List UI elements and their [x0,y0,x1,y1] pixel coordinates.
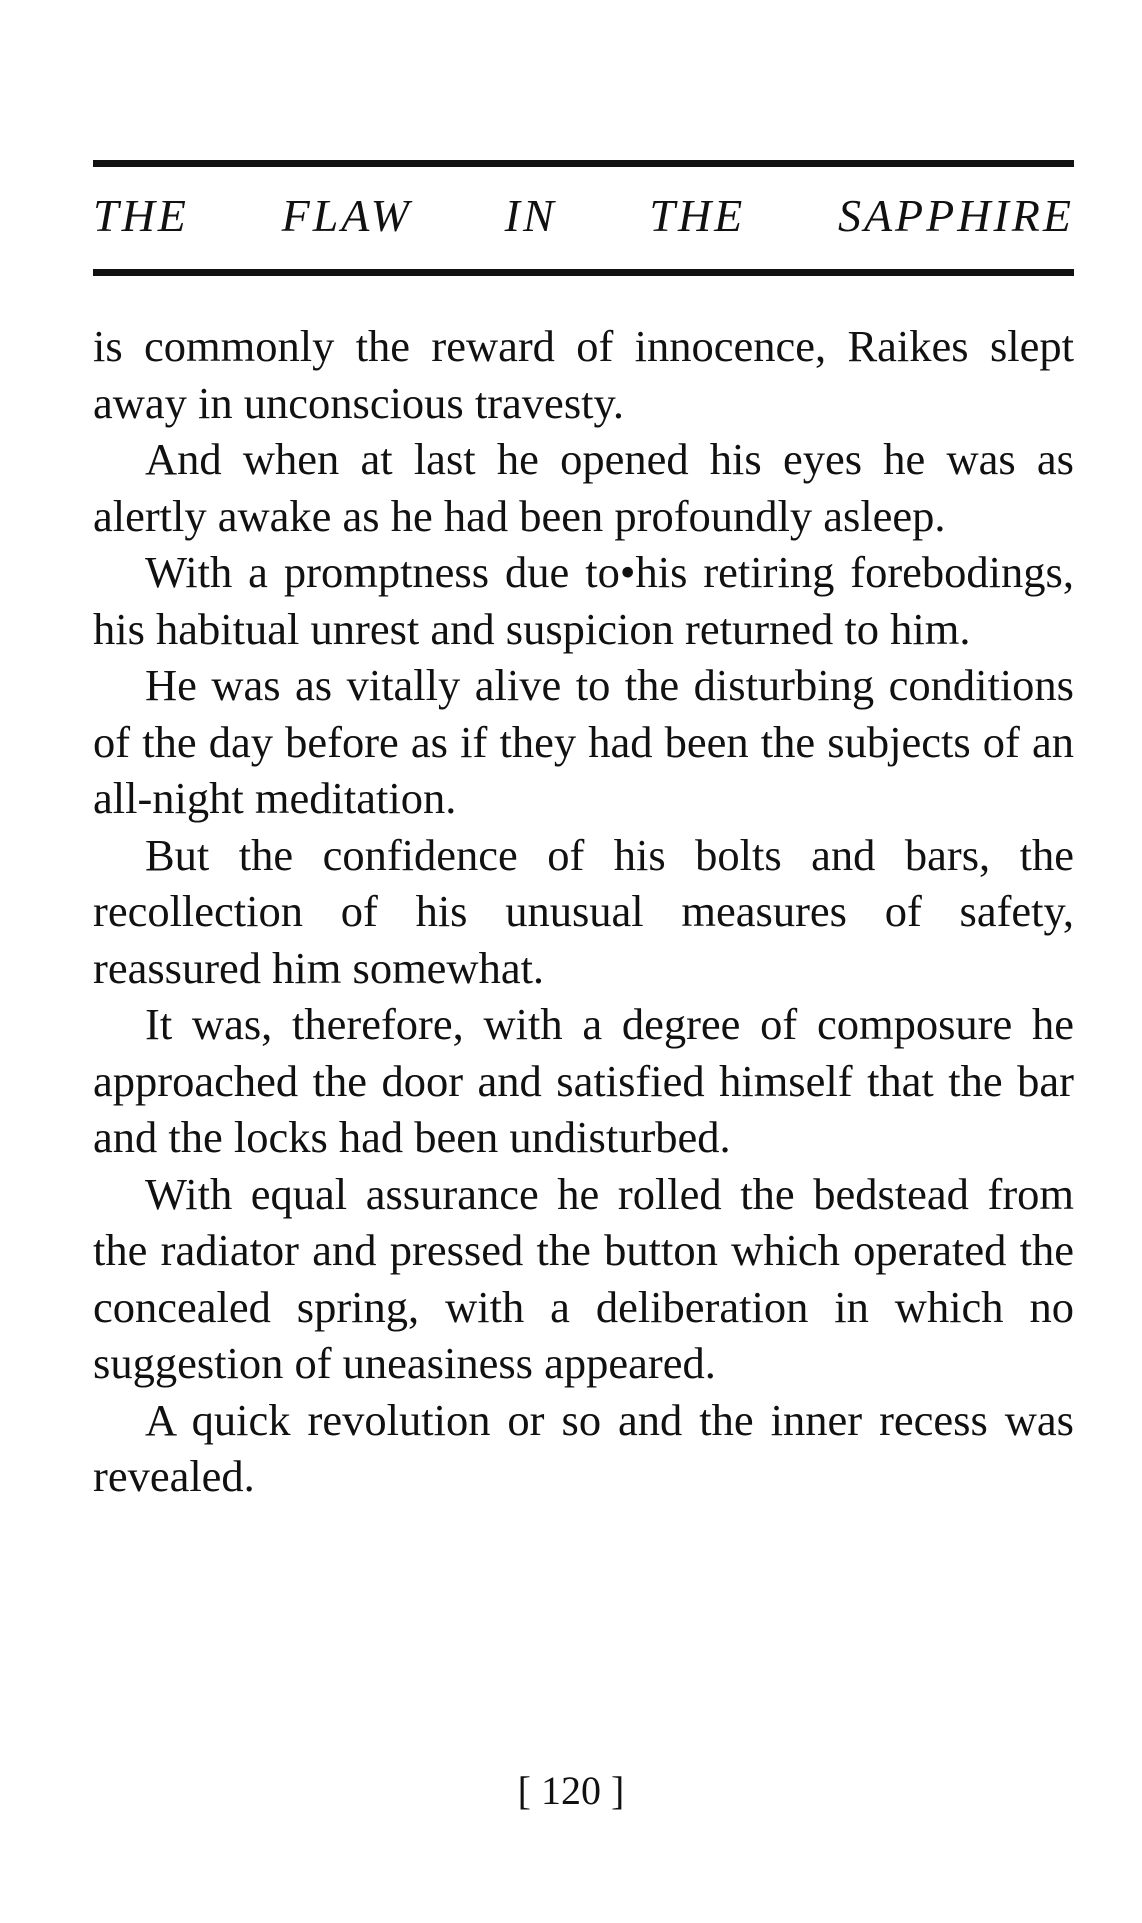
paragraph: A quick revolution or so and the inner recess was revealed. [93,1394,1074,1501]
header-top-rule [93,160,1074,167]
running-head-title: THE FLAW IN THE SAPPHIRE [93,190,1074,241]
body-text [93,318,1074,1505]
paragraph: But the confidence of his bolts and bars, the recollection of his unusual measures of safety, reassured him somewhat. [93,829,1074,993]
paragraph: And when at last he opened his eyes he was as alertly awake as he had been profoundly asleep. [93,434,1074,541]
paragraph: With equal assurance he rolled the bedstead from the radiator and pressed the button which operated the concealed spring, with a deliberation in which no suggestion of uneasiness appeared. [93,1168,1074,1388]
paragraph: He was as vitally alive to the disturbing conditions of the day before as if they had been the subjects of an all-night meditation. [93,660,1074,823]
header-bottom-rule [93,269,1074,276]
paragraph: With a promptness due to•his retiring forebodings, his habitual unrest and suspicion returned to him. [93,547,1074,654]
paragraph: is commonly the reward of innocence, Raikes slept away in unconscious travesty. [93,321,1074,428]
paragraph: It was, therefore, with a degree of composure he approached the door and satisfied himself that the bar and the locks had been undisturbed. [93,999,1074,1162]
page-number: [ 120 ] [517,1768,625,1813]
